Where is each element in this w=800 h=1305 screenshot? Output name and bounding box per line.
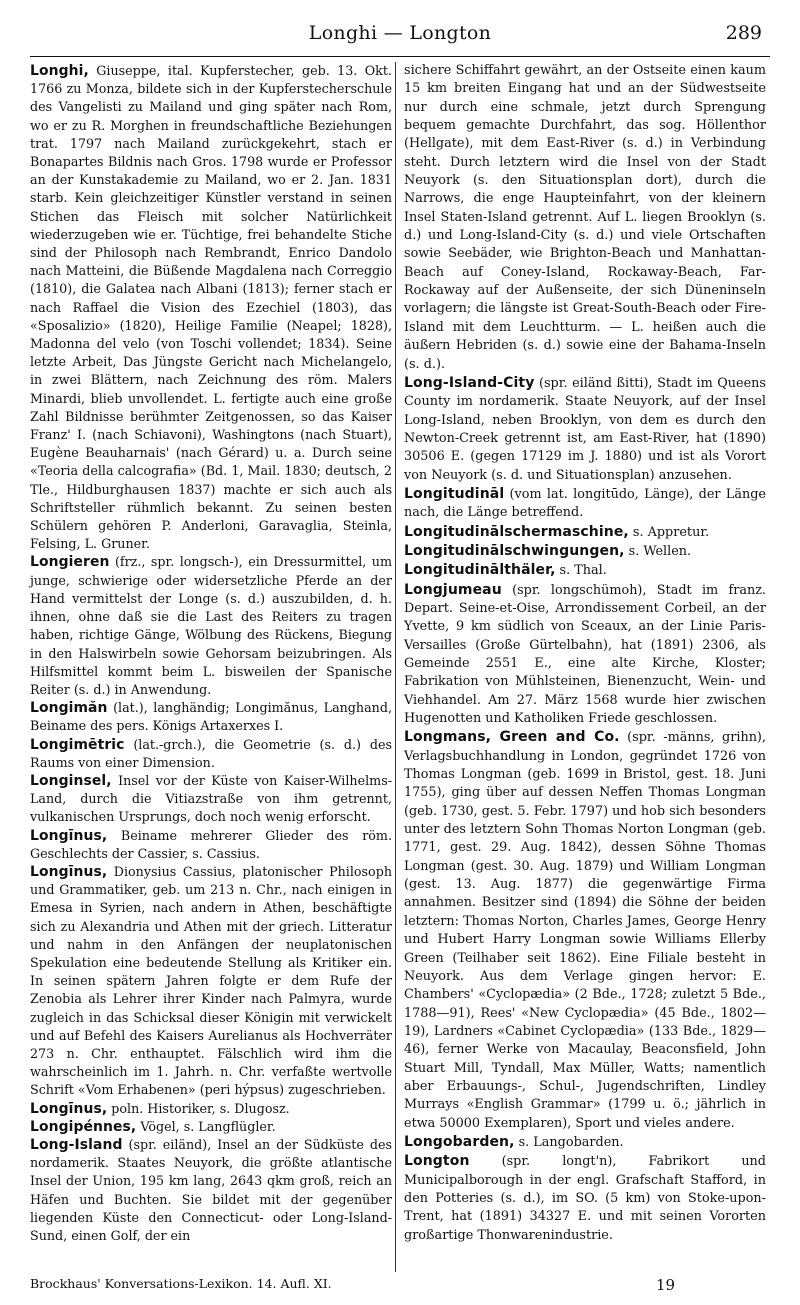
entry-headword: Longieren bbox=[30, 554, 110, 571]
dictionary-entry bbox=[404, 1152, 766, 1245]
dictionary-entry bbox=[404, 561, 766, 580]
dictionary-entry bbox=[30, 863, 392, 1100]
right-column bbox=[404, 62, 766, 1245]
page-footer bbox=[30, 1276, 770, 1296]
entry-text: s. Appretur. bbox=[628, 524, 710, 540]
entry-text: (frz., spr. longsch-), ein Dressurmittel, um junge, schwierige oder widersetzliche Pferde an der Hand vermittelst der Longe (s. d.) auszubilden, d. h. ihnen, ohne daß sie die Last des Reiters zu tragen haben, richtige Gänge, Wölbung des Rückens, Biegung in den Halswirbeln sowie Gehorsam beizubringen. Als Hilfsmittel kommt beim L. bisweilen der Spanische Reiter (s. d.) in Anwendung. bbox=[30, 554, 392, 697]
entry-headword: Longhi, bbox=[30, 63, 89, 79]
sheet-signature: 19 bbox=[656, 1276, 676, 1294]
dictionary-entry bbox=[30, 827, 392, 863]
entry-text: Beiname mehrerer Glieder des röm. Geschlechts der Cassier, s. Cassius. bbox=[30, 827, 392, 861]
entry-text: Giuseppe, ital. Kupferstecher, geb. 13. Okt. 1766 zu Monza, bildete sich in der Kupferstecherschule des Vangelisti zu Mailand und ging später nach Rom, wo er zu R. Morghen in freundschaftliche Beziehungen trat. 1797 nach Mailand zurückgekehrt, stach er Bonapartes Bildnis nach Gros. 1798 wurde er Professor an der Kunstakademie zu Mailand, wo er 2. Jan. 1831 starb. Kein gleichzeitiger Künstler verstand in seinen Stichen das Fleisch mit solcher Natürlichkeit wiederzugeben wie er. Tüchtige, frei behandelte Stiche sind der Philosoph nach Rembrandt, Enrico Dandolo nach Matteini, die Büßende Magdalena nach Correggio (1810), die Galatea nach Albani (1813); ferner stach er nach Raffael die Vision des Ezechiel (1803), das «Sposalizio» (1820), Heilige Familie (Neapel; 1828), Madonna del velo (von Toschi vollendet; 1834). Seine letzte Arbeit, Das Jüngste Gericht nach Michelangelo, in zwei Blättern, nach Zeichnung des röm. Malers Minardi, blieb unvollendet. L. fertigte auch eine große Zahl Bildnisse berühmter Zeitgenossen, so das Kaiser Franz' I. (nach Schiavoni), Washingtons (nach Stuart), Eugène Beauharnais' (nach Gérard) u. a. Durch seine «Teoria della calcografia» (Bd. 1, Mail. 1830; deutsch, 2 Tle., Hildburghausen 1837) machte er sich auch als Schriftsteller rühmlich bekannt. Zu seinen besten Schülern gehören P. Anderloni, Garavaglia, Steinla, Felsing, L. Gruner. bbox=[30, 63, 392, 552]
entry-text: s. Thal. bbox=[555, 563, 607, 579]
dictionary-entry bbox=[404, 523, 766, 542]
dictionary-entry bbox=[30, 772, 392, 827]
dictionary-entry bbox=[404, 542, 766, 561]
running-title: Longhi — Longton bbox=[308, 22, 492, 44]
entry-headword: Longinsel, bbox=[30, 772, 112, 789]
entry-headword: Longitudinālschermaschine, bbox=[404, 523, 629, 540]
entry-headword: Long-Island-City bbox=[404, 374, 535, 391]
entry-headword: Longimăn bbox=[30, 700, 108, 717]
entry-text: Vögel, s. Langflügler. bbox=[136, 1118, 276, 1134]
entry-text: (lat.-grch.), die Geometrie (s. d.) des Raums von einer Dimension. bbox=[30, 736, 392, 770]
entry-headword: Longton bbox=[404, 1153, 470, 1170]
entry-text: (lat.), langhändig; Longimănus, Langhand, Beiname des pers. Königs Artaxerxes I. bbox=[30, 700, 392, 734]
entry-headword: Longitudinālschwingungen, bbox=[404, 542, 625, 559]
dictionary-entry bbox=[30, 1136, 392, 1245]
column-divider bbox=[395, 62, 396, 1272]
dictionary-entry bbox=[30, 699, 392, 735]
entry-headword: Longmans, Green and Co. bbox=[404, 729, 620, 746]
dictionary-entry bbox=[404, 485, 766, 523]
entry-headword: Longīnus, bbox=[30, 1100, 108, 1117]
entry-headword: Longipénnes, bbox=[30, 1118, 137, 1135]
entry-text: (vom lat. longitūdo, Länge), der Länge nach, die Länge betreffend. bbox=[404, 486, 766, 521]
dictionary-entry bbox=[404, 62, 766, 374]
dictionary-entry bbox=[30, 1100, 392, 1118]
imprint-line: Brockhaus' Konversations-Lexikon. 14. Aufl. XI. bbox=[30, 1276, 332, 1291]
page-header bbox=[30, 14, 770, 54]
entry-headword: Long-Island bbox=[30, 1136, 123, 1153]
dictionary-entry bbox=[404, 1133, 766, 1152]
entry-headword: Longīnus, bbox=[30, 863, 108, 880]
entry-text: (spr. eiländ ßitti), Stadt im Queens County im nordamerik. Staate Neuyork, auf der Insel Long-Island, neben Brooklyn, von dem es durch den Newton-Creek getrennt ist, am East-River, hat (1890) 30506 E. (gegen 17129 im J. 1880) und ist als Vorort von Neuyork (s. d. und Situationsplan) anzusehen. bbox=[404, 375, 766, 483]
dictionary-entry bbox=[30, 553, 392, 699]
left-column bbox=[30, 62, 392, 1245]
entry-text: Dionysius Cassius, platonischer Philosoph und Grammatiker, geb. um 213 n. Chr., nach einigen in Emesa in Syrien, nach andern in Athen, beschäftigte sich zu Alexandria und Athen mit der griech. Litteratur und nahm in den Anfängen der neuplatonischen Spekulation eine bedeutende Stellung als Kritiker ein. In seinen spätern Jahren folgte er dem Rufe der Zenobia als Lehrer ihrer Kinder nach Palmyra, wurde zugleich in das Schicksal dieser Königin mit verwickelt und auf Befehl des Kaisers Aurelianus als Hochverräter 273 n. Chr. enthauptet. Fälschlich wird ihm die wahrscheinlich im 1. Jahrh. n. Chr. verfaßte wertvolle Schrift «Vom Erhabenen» (peri hýpsus) zugeschrieben. bbox=[30, 863, 392, 1098]
dictionary-entry bbox=[30, 736, 392, 772]
entry-text: s. Wellen. bbox=[624, 543, 692, 559]
entry-text: (spr. eiländ), Insel an der Südküste des nordamerik. Staates Neuyork, die größte atlantische Insel der Union, 195 km lang, 2643 qkm groß, reich an Häfen und Buchten. Sie bildet mit der gegenüber liegenden Küste den Connecticut- oder Long-Island-Sund, einen Golf, der ein bbox=[30, 1136, 392, 1243]
entry-text: poln. Historiker, s. Dlugosz. bbox=[107, 1100, 290, 1116]
page-number: 289 bbox=[725, 22, 762, 44]
entry-headword: Longimētric bbox=[30, 736, 125, 753]
entry-text: (spr. longt'n), Fabrikort und Municipalborough in der engl. Grafschaft Stafford, in den Potteries (s. d.), im SO. (5 km) von Stoke-upon-Trent, hat (1891) 34327 E. und mit seinen Vororten großartige Thonwarenindustrie. bbox=[404, 1154, 766, 1243]
entry-text: (spr. -männs, grihn), Verlagsbuchhandlung in London, gegründet 1726 von Thomas Longman (geb. 1699 in Bristol, gest. 18. Juni 1755), ging über auf dessen Neffen Thomas Longman (geb. 1730, gest. 5. Febr. 1797) und hob sich besonders unter des letztern Sohn Thomas Norton Longman (geb. 1771, gest. 29. Aug. 1842), dessen Söhne Thomas Longman (gest. 30. Aug. 1879) und William Longman (gest. 13. Aug. 1877) die gegenwärtige Firma annahmen. Besitzer sind (1894) die Söhne der beiden letztern: Thomas Norton, Charles James, George Henry und Hubert Harry Longman sowie Williams Ellerby Green (Teilhaber seit 1862). Eine Filiale besteht in Neuyork. Aus dem Verlage gingen hervor: E. Chambers' «Cyclopædia» (2 Bde., 1728; zuletzt 5 Bde., 1788—91), Rees' «New Cyclopædia» (45 Bde., 1802—19), Lardners «Cabinet Cyclopædia» (133 Bde., 1829—46), ferner Werke von Macaulay, Beaconsfield, John Stuart Mill, Tyndall, Max Müller, Watts; namentlich aber Erbauungs-, Schul-, Jugendschriften, Lindley Murrays «English Grammar» (1799 u. ö.; jährlich in etwa 50000 Exemplaren), Sport und vieles andere. bbox=[404, 730, 766, 1131]
dictionary-entry bbox=[404, 728, 766, 1133]
dictionary-entry bbox=[30, 1118, 392, 1136]
entry-headword: Longjumeau bbox=[404, 581, 502, 598]
entry-text: s. Langobarden. bbox=[514, 1134, 624, 1150]
dictionary-entry bbox=[30, 62, 392, 553]
entry-text: (spr. longschümoh), Stadt im franz. Depart. Seine-et-Oise, Arrondissement Corbeil, an der Yvette, 9 km südlich von Sceaux, an der Linie Paris-Versailles (Große Gürtelbahn), hat (1891) 2306, als Gemeinde 2551 E., eine alte Kirche, Kloster; Fabrikation von Mühlsteinen, Bienenzucht, Wein- und Viehhandel. Am 27. März 1568 wurde hier zwischen Hugenotten und Katholiken Friede geschlossen. bbox=[404, 582, 766, 727]
entry-headword: Longitudināl bbox=[404, 485, 505, 502]
entry-text: Insel vor der Küste von Kaiser-Wilhelms-Land, durch die Vitiazstraße von ihm getrennt, vulkanischen Ursprungs, doch noch wenig erforscht. bbox=[30, 772, 392, 825]
entry-headword: Longobarden, bbox=[404, 1133, 515, 1150]
entry-headword: Longīnus, bbox=[30, 827, 108, 844]
entry-text: sichere Schiffahrt gewährt, an der Ostseite einen kaum 15 km breiten Eingang hat und an der Südwestseite nur durch eine schmale, jetzt durch Sprengung bequem gemachte Durchfahrt, das sog. Höllenthor (Hellgate), mit dem East-River (s. d.) in Verbindung steht. Durch letztern wird die Insel von der Stadt Neuyork (s. den Situationsplan dort), durch die Narrows, die enge Haupteinfahrt, von der kleinern Insel Staten-Island getrennt. Auf L. liegen Brooklyn (s. d.) und Long-Island-City (s. d.) und viele Ortschaften sowie Seebäder, wie Brighton-Beach und Manhattan-Beach auf Coney-Island, Rockaway-Beach, Far-Rockaway auf der Außenseite, der sich Düneninseln vorlagern; die längste ist Great-South-Beach oder Fire-Island mit dem Leuchtturm. — L. heißen auch die äußern Hebriden (s. d.) sowie eine der Bahama-Inseln (s. d.). bbox=[404, 63, 766, 372]
dictionary-entry bbox=[404, 374, 766, 485]
header-rule bbox=[30, 56, 770, 57]
entry-headword: Longitudinālthäler, bbox=[404, 562, 556, 579]
dictionary-entry bbox=[404, 581, 766, 729]
